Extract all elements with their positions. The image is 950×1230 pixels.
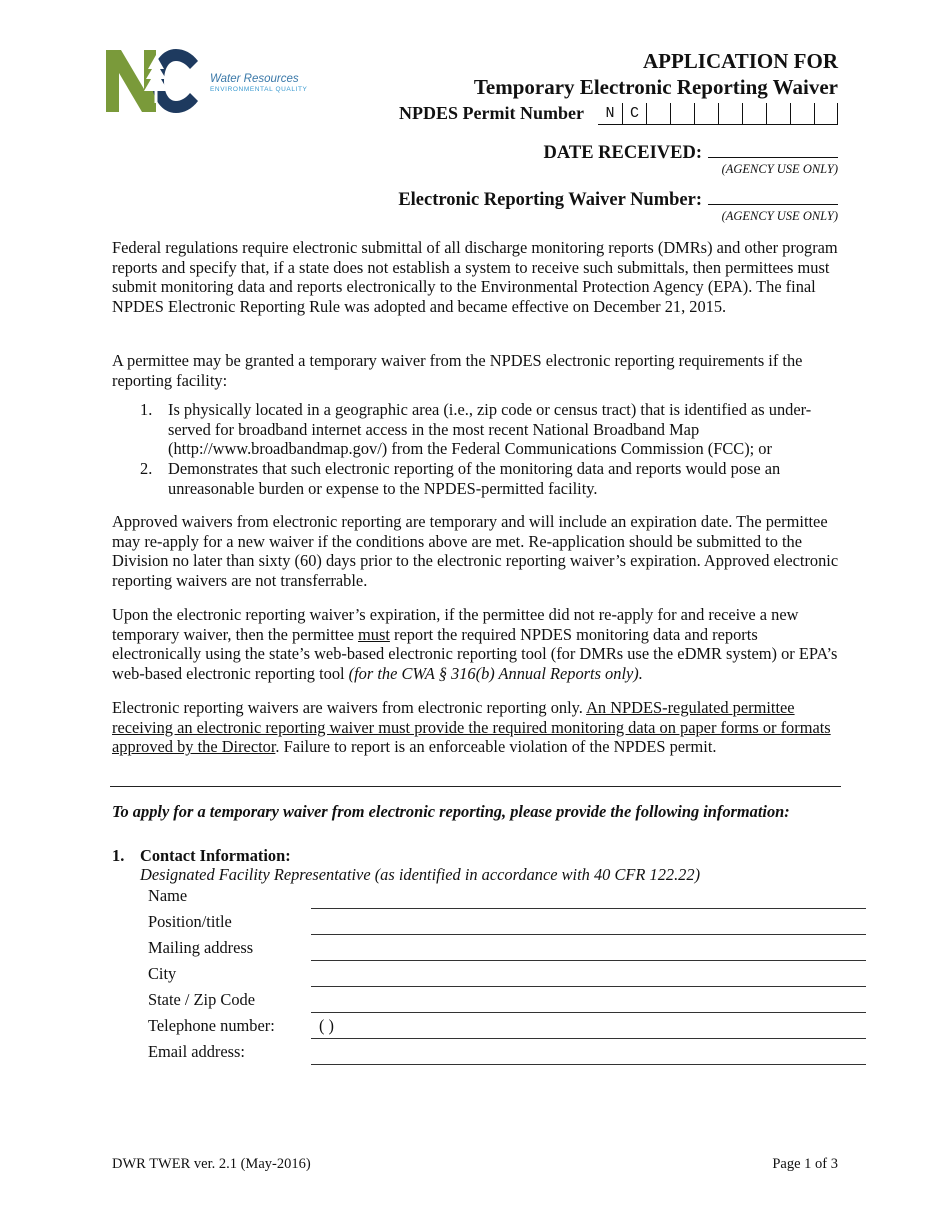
p5-underlined: An NPDES-regulated permittee receiving an electronic reporting waiver must provide the required monitoring data on paper forms or formats approved by the Director <box>112 698 831 757</box>
name-field[interactable] <box>311 908 866 909</box>
nc-logo-mark <box>104 47 204 115</box>
logo-tagline-water-resources: Water Resources <box>210 73 299 85</box>
agency-use-note: (AGENCY USE ONLY) <box>721 162 838 176</box>
field-label-state-zip: State / Zip Code <box>148 990 255 1009</box>
paragraph-waiver-scope <box>112 698 839 757</box>
list-item: Demonstrates that such electronic reporting of the monitoring data and reports would pose an unreasonable burden or expense to the NPDES-permitted facility. <box>168 459 781 498</box>
telephone-field[interactable] <box>311 1038 866 1039</box>
permit-box[interactable] <box>742 103 766 124</box>
waiver-number-row <box>398 187 838 211</box>
section-title: Contact Information: <box>140 846 291 865</box>
permit-number-boxes <box>598 103 838 125</box>
waiver-number-label: Electronic Reporting Waiver Number: <box>398 190 702 210</box>
section-divider <box>110 786 841 787</box>
form-title-line1: APPLICATION FOR <box>642 49 838 73</box>
permit-box[interactable] <box>814 103 838 124</box>
permit-box[interactable] <box>670 103 694 124</box>
p4-text-a: Upon the electronic reporting waiver’s expiration, if the permittee did not re-apply for and receive a new temporary waiver, then the permittee <box>112 605 799 644</box>
paragraph-waiver-expiration <box>112 605 839 684</box>
field-label-mailing-address: Mailing address <box>148 938 254 957</box>
permit-box[interactable]: N <box>605 105 615 122</box>
permit-box[interactable]: C <box>622 103 646 124</box>
city-field[interactable] <box>311 986 866 987</box>
date-received-row <box>544 140 838 164</box>
date-received-field <box>708 140 838 158</box>
section-subtitle: Designated Facility Representative (as identified in accordance with 40 CFR 122.22) <box>140 865 701 884</box>
position-field[interactable] <box>311 934 866 935</box>
paragraph-waiver-eligibility: A permittee may be granted a temporary waiver from the NPDES electronic reporting requirements if the reporting facility: <box>112 351 803 390</box>
p5-text-b: . Failure to report is an enforceable violation of the NPDES permit. <box>275 737 717 757</box>
p5-text-a: Electronic reporting waivers are waivers from electronic reporting only. <box>112 698 587 717</box>
logo-tagline-environmental-quality: ENVIRONMENTAL QUALITY <box>210 86 308 93</box>
p4-text-b: report the required NPDES monitoring data and reports electronically using the state’s web-based electronic reporting tool (for DMRs use the eDMR system) or EPA’s web-based electronic reporting tool <box>112 624 838 684</box>
state-zip-field[interactable] <box>311 1012 866 1013</box>
section-number: 1. <box>112 846 125 865</box>
mailing-address-field[interactable] <box>311 960 866 961</box>
footer-page-number: Page 1 of 3 <box>772 1156 838 1172</box>
telephone-area-code-parens: ( ) <box>319 1016 335 1035</box>
nc-logo <box>104 47 314 117</box>
p4-italic-note: (for the CWA § 316(b) Annual Reports only). <box>348 664 643 684</box>
permit-number-label: NPDES Permit Number <box>399 103 584 123</box>
permit-number-row <box>399 103 838 125</box>
list-item-number: 1. <box>140 400 153 419</box>
email-field[interactable] <box>311 1064 866 1065</box>
list-item-number: 2. <box>140 459 153 478</box>
field-label-name: Name <box>148 886 188 905</box>
footer-form-version: DWR TWER ver. 2.1 (May-2016) <box>112 1156 311 1172</box>
p4-must: must <box>358 624 390 644</box>
field-label-telephone: Telephone number: <box>148 1016 275 1035</box>
field-label-email: Email address: <box>148 1042 245 1061</box>
waiver-number-field <box>708 187 838 205</box>
list-item: Is physically located in a geographic area (i.e., zip code or census tract) that is identified as under-served for broadband internet access in the most recent National Broadband Map (http://www.broadbandmap.gov/) from the Federal Communications Commission (FCC); or <box>168 400 812 459</box>
paragraph-federal-regulations: Federal regulations require electronic submittal of all discharge monitoring reports (DMRs) and other program reports and specify that, if a state does not establish a system to receive such submittals, then permittees must submit monitoring data and reports electronically to the Environmental Protection Agency (EPA). The final NPDES Electronic Reporting Rule was adopted and became effective on December 21, 2015. <box>112 238 838 317</box>
field-label-city: City <box>148 964 177 983</box>
paragraph-approved-waivers: Approved waivers from electronic reporting are temporary and will include an expiration date. The permittee may re-apply for a new waiver if the conditions above are met. Re-application should be submitted to the Division no later than sixty (60) days prior to the electronic reporting waiver’s expiration. Approved electronic reporting waivers are not transferrable. <box>112 512 839 591</box>
logo-letter-n <box>106 50 156 112</box>
date-received-label: DATE RECEIVED: <box>543 143 702 163</box>
permit-box[interactable] <box>766 103 790 124</box>
field-label-position: Position/title <box>148 912 232 931</box>
application-instruction: To apply for a temporary waiver from electronic reporting, please provide the following information: <box>112 802 790 821</box>
permit-box[interactable] <box>718 103 742 124</box>
agency-use-note: (AGENCY USE ONLY) <box>721 209 838 223</box>
form-title-line2: Temporary Electronic Reporting Waiver <box>473 75 838 99</box>
permit-box[interactable] <box>694 103 718 124</box>
permit-box[interactable] <box>646 103 670 124</box>
permit-box[interactable] <box>790 103 814 124</box>
